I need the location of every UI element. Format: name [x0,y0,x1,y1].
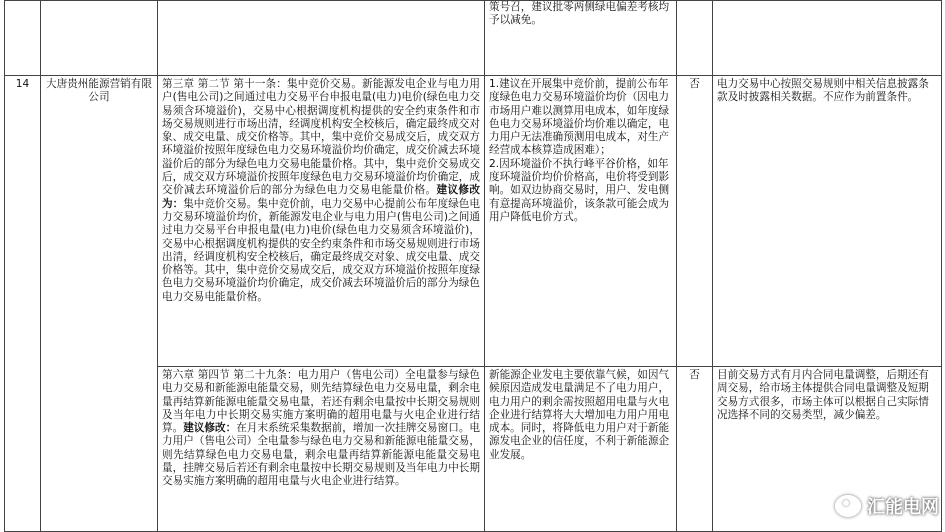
submitting-unit: 大唐贵州能源营销有限公司 [41,76,158,532]
clause-cell [158,367,485,532]
original-clause: 第六章 第四节 第二十九条：电力用户（售电公司）全电量参与绿色电力交易和新能源电能量交易，则先结算绿色电力交易电量，剩余电量再结算新能源电能量交易电量，若还有剩余电量按中长期交易规则及当年电力中长期交易实施方案明确的超用电量与火电企业进行结算。 [162,369,480,434]
opinion-text: 策号召，建议批零两侧绿电偏差考核均予以减免。 [489,1,672,28]
table-row-previous [5,1,942,76]
suggested-clause: 在月末系统采集数据前，增加一次挂牌交易窗口。电力用户（售电公司）全电量参与绿色电力交易和新能源电能量交易，则先结算绿色电力交易电量，剩余电量再结算新能源电能量交易电量，挂牌交易后若还有剩余电量按中长期交易规则及当年电力中长期交易实施方案明确的超用电量与火电企业进行结算。 [162,422,480,487]
adopted-cell [677,1,713,76]
feedback-table [4,0,942,532]
opinion-cell [485,76,677,367]
reason-text: 目前交易方式有月内合同电量调整，后期还有周交易，给市场主体提供合同电量调整及短期交易方式很多，市场主体可以根据自己实际情况选择不同的交易类型，减少偏差。 [713,367,942,532]
reason-text: 电力交易中心按照交易规则中相关信息披露条款及时披露相关数据。不应作为前置条件。 [713,76,942,367]
opinion-text: 1.建议在开展集中竞价前，提前公布年度绿色电力交易环境溢价均价（因电力市场用户难以测算用电成本，如年度绿色电力交易环境溢价均价难以确定，电力用户无法准确预测用电成本，对生产经营成本核算造成困难）； 2.因环境溢价不执行峰平谷价格，如年度环境溢价均价价格高，电价将受到影响。如双边协商交易时，用户、发电侧有意提高环境溢价，该条款可能会成为用户降低电价方式。 [489,78,672,224]
suggested-clause: 集中竞价交易。集中竞价前，电力交易中心提前公布年度绿色电力交易环境溢价均价，新能源发电企业与电力用户(售电公司)之间通过电力交易平台申报电量(电力)电价(绿色电力交易须含环境溢价)，交易中心根据调度机构提供的安全约束条件和市场交易规则进行市场出清，经调度机构安全校核后，确定最终成交对象、成交电量、成交价格等。其中，集中竞价交易成交后，成交双方环境溢价按照年度绿色电力交易环境溢价均价确定，成交价减去环境溢价后的部分为绿色电力交易电能量价格。 [162,198,480,303]
reason-cell [713,1,942,76]
original-clause: 第三章 第二节 第十一条：集中竞价交易。新能源发电企业与电力用户(售电公司)之间通过电力交易平台申报电量(电力)电价(绿色电力交易须含环境溢价)，交易中心根据调度机构提供的安全约束条件和市场交易规则进行市场出清，经调度机构安全校核后，确定最终成交对象、成交电量、成交价格等。其中，集中竞价交易成交后，成交双方环境溢价按照年度绿色电力交易环境溢价均价确定，成交价减去环境溢价后的部分为绿色电力交易电能量价格。其中，集中竞价交易成交后，成交双方环境溢价按照年度绿色电力交易环境溢价均价确定，成交价减去环境溢价后的部分为绿色电力交易电能量价格。 [162,78,480,196]
adopted-flag: 否 [677,367,713,532]
unit-cell [41,1,158,76]
clause-cell [158,1,485,76]
adopted-flag: 否 [677,76,713,367]
table-row [5,76,942,367]
clause-cell [158,76,485,367]
wechat-logo-icon [835,495,861,517]
watermark-text: 汇能电网 [867,493,939,519]
row-number: 14 [5,76,41,532]
opinion-cell [485,1,677,76]
suggestion-label: 建议修改： [183,422,236,434]
watermark [835,493,939,519]
suggestion-label: 建议修改为： [162,184,480,209]
opinion-cell [485,367,677,532]
number-cell [5,1,41,76]
opinion-text: 新能源企业发电主要依靠气候，如因气候原因造成发电量满足不了电力用户，电力用户的剩余需按照超用电量与火电企业进行结算将大大增加电力用户用电成本。同时，将降低电力用户对于新能源发电企业的信任度，不利于新能源企业发展。 [489,369,672,462]
